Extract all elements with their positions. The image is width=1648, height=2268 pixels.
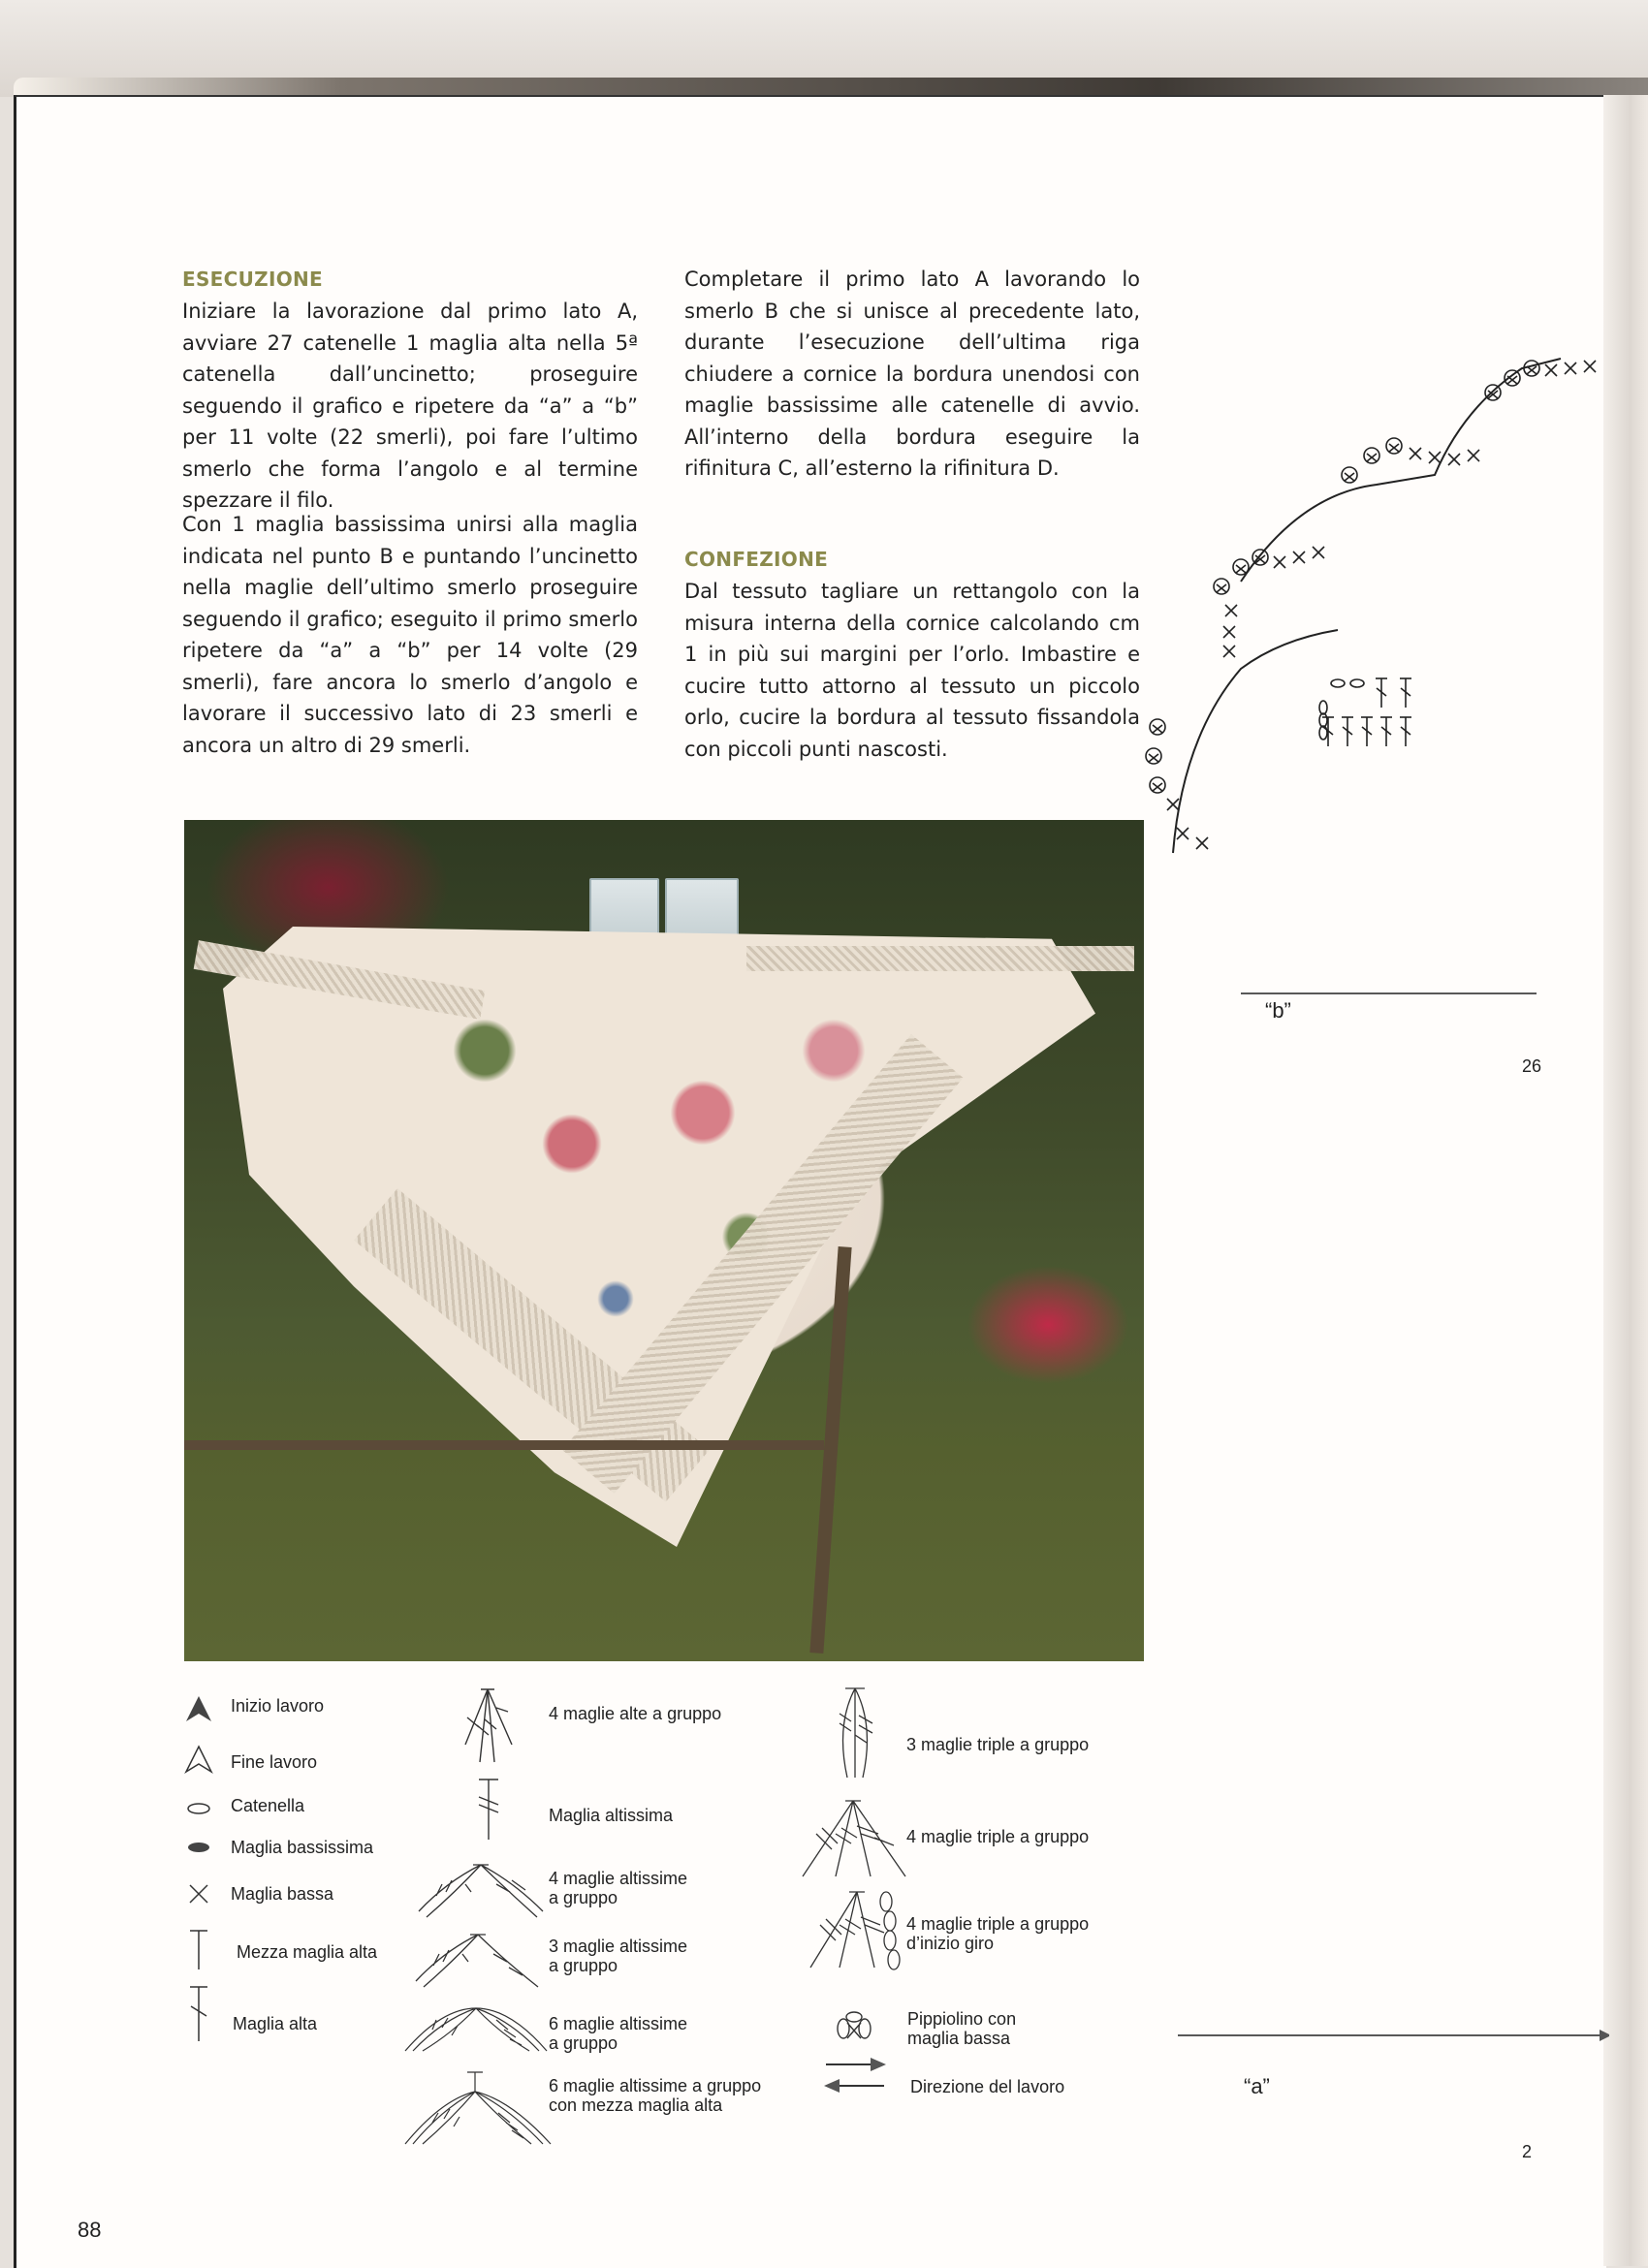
filled-arrowhead-icon: [184, 1694, 213, 1723]
esecuzione-paragraph-2: Con 1 maglia bassissima unirsi alla maglia indicata nel punto B e puntando l’uncinetto nella maglie dell’ultimo smerlo proseguire seguendo il grafico; eseguito il primo smerlo ripetere da “a” a “b” per 14 volte (29 smerli), fare ancora lo smerlo d’angolo e lavorare il successivo lato di 23 smerli e ancora un altro di 29 smerli.: [182, 513, 638, 757]
legend-label-4-maglie-triple: 4 maglie triple a gruppo: [906, 1827, 1090, 1846]
legend-label-line2: a gruppo: [549, 2033, 618, 2053]
confezione-paragraph: Dal tessuto tagliare un rettangolo con la misura interna della cornice calcolando cm 1 in più sui margini per l’orlo. Imbastire e cucire tutto attorno al tessuto un piccolo orlo, cucire la bordura al tessuto fissandola con piccoli punti nascosti.: [684, 580, 1140, 761]
legend-label-line1: Pippiolino con: [907, 2009, 1017, 2029]
legend-label-6-maglie-altissime-mma: [549, 2076, 761, 2115]
legend-label-4-maglie-alte-gruppo: 4 maglie alte a gruppo: [549, 1704, 722, 1723]
four-dc-cluster-icon: [456, 1686, 520, 1764]
six-dtr-cluster-icon: [403, 2006, 549, 2055]
legend-label-maglia-bassa: Maglia bassa: [231, 1884, 334, 1904]
t-stitch-icon: [188, 1929, 209, 1971]
chart-row-26: 26: [1522, 1056, 1542, 1076]
legend-label-4-maglie-altissime: [549, 1869, 687, 1907]
page-edge-shadow: [14, 78, 1648, 97]
legend-label-line2: d’inizio giro: [906, 1934, 995, 1953]
legend-label-inizio-lavoro: Inizio lavoro: [231, 1696, 325, 1716]
four-tr-cluster-start-icon: [805, 1890, 911, 1971]
table-rail: [184, 1440, 824, 1450]
section-title-esecuzione: ESECUZIONE: [182, 268, 323, 291]
legend-label-maglia-bassissima: Maglia bassissima: [231, 1838, 374, 1857]
binding-gutter: [1603, 95, 1648, 2266]
esecuzione-paragraph-1: Iniziare la lavorazione dal primo lato A, avviare 27 catenelle 1 maglia alta nella 5ª catenella dall’uncinetto; proseguire seguendo il grafico e ripetere da “a” a “b” per 11 volte (22 smerli), poi fare l’ultimo smerlo che forma l’angolo e al termine spezzare il filo.: [182, 299, 638, 512]
three-dtr-cluster-icon: [414, 1933, 546, 1989]
legend-label-maglia-alta: Maglia alta: [233, 2014, 318, 2033]
legend-label-line1: 6 maglie altissime a gruppo: [549, 2076, 762, 2095]
legend-label-line2: a gruppo: [549, 1888, 618, 1907]
esecuzione-continued-paragraph: Completare il primo lato A lavorando lo smerlo B che si unisce al precedente lato, durante l’esecuzione dell’ultima riga chiudere a cornice la bordura unendosi con maglie bassissime alle catenelle di avvio. All’interno della bordura eseguire la rifinitura C, all’esterno la rifinitura D.: [684, 268, 1140, 480]
legend-label-6-maglie-altissime: [549, 2014, 687, 2053]
filled-oval-icon: [186, 1840, 211, 1855]
double-treble-icon: [469, 1778, 508, 1842]
three-tr-cluster-icon: [830, 1686, 878, 1780]
x-cross-icon: [187, 1882, 210, 1906]
legend-label-4-maglie-triple-inizio: [906, 1914, 1089, 1953]
legend-label-fine-lavoro: Fine lavoro: [231, 1752, 318, 1772]
six-dtr-cluster-hdc-icon: [403, 2070, 553, 2148]
legend-label-line1: 4 maglie altissime: [549, 1869, 688, 1888]
chain-oval-icon: [186, 1801, 211, 1816]
outline-arrowhead-icon: [184, 1745, 213, 1774]
t-stitch-slash-icon: [188, 1985, 209, 2043]
legend-label-line2: a gruppo: [549, 1956, 618, 1975]
chart-label-b: “b”: [1265, 998, 1291, 1023]
legend-label-mezza-maglia-alta: Mezza maglia alta: [237, 1942, 378, 1962]
chart-row-2: 2: [1522, 2142, 1533, 2161]
table-leg: [809, 1246, 851, 1654]
legend-label-3-maglie-triple: 3 maglie triple a gruppo: [906, 1735, 1090, 1754]
lace-border-top-right: [746, 946, 1134, 971]
four-tr-cluster-icon: [801, 1799, 909, 1878]
chart-label-a: “a”: [1244, 2074, 1270, 2098]
four-dtr-cluster-icon: [417, 1863, 549, 1919]
legend-label-direzione-lavoro: Direzione del lavoro: [910, 2077, 1065, 2096]
legend-label-line1: 6 maglie altissime: [549, 2014, 688, 2033]
legend-label-catenella: Catenella: [231, 1796, 305, 1815]
legend-label-3-maglie-altissime: [549, 1937, 687, 1975]
picot-icon: [836, 2009, 872, 2042]
legend-label-line1: 3 maglie altissime: [549, 1937, 688, 1956]
page-number: 88: [78, 2218, 102, 2242]
legend-label-maglia-altissima: Maglia altissima: [549, 1806, 674, 1825]
legend-label-line2: maglia bassa: [907, 2029, 1011, 2048]
legend-label-line1: 4 maglie triple a gruppo: [906, 1914, 1090, 1934]
legend-label-line2: con mezza maglia alta: [549, 2095, 723, 2115]
direction-arrows-icon: [822, 2055, 888, 2095]
section-title-confezione: CONFEZIONE: [684, 548, 829, 571]
tablecloth-photo: [184, 820, 1144, 1661]
crochet-chart: [1144, 349, 1609, 2161]
legend-label-pippiolino: [907, 2009, 1016, 2048]
